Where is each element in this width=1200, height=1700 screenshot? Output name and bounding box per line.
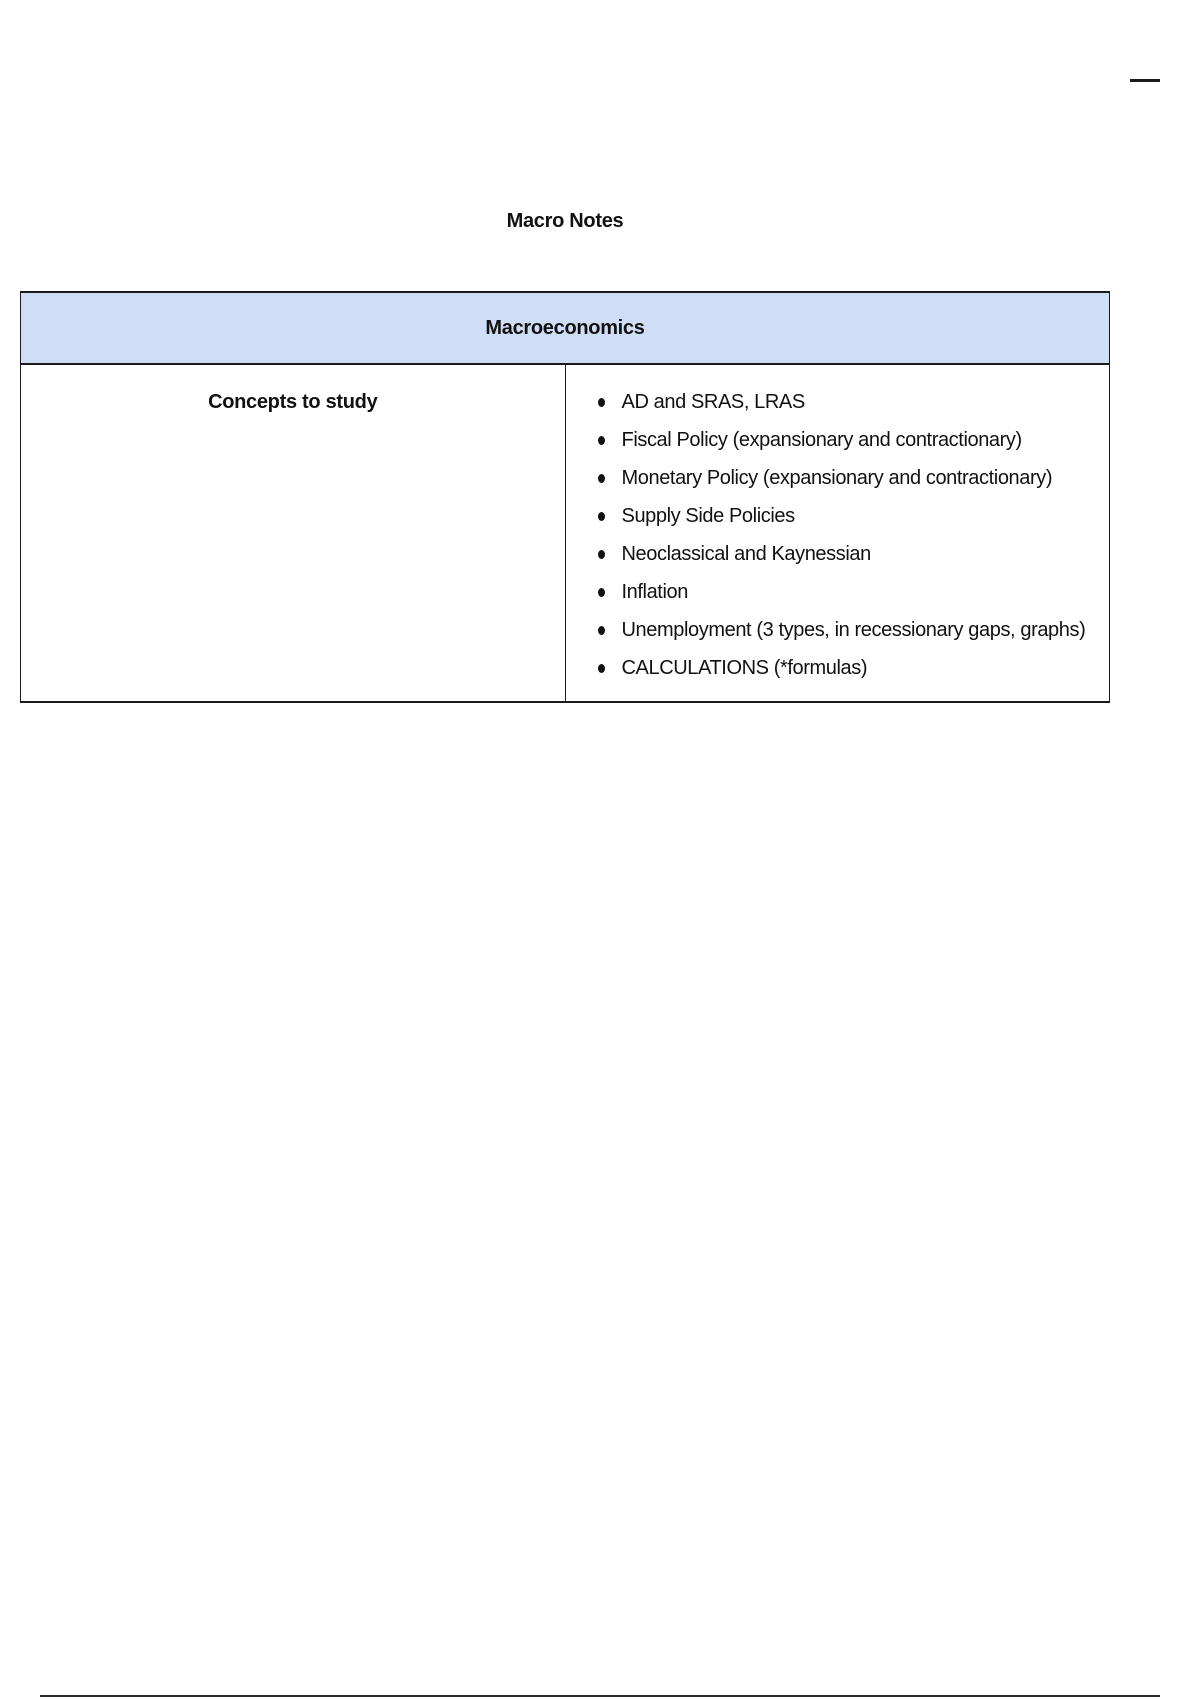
list-item <box>596 421 1110 459</box>
bullet-icon <box>598 588 605 597</box>
list-item-text: AD and SRAS, LRAS <box>621 391 805 413</box>
notes-table <box>20 291 1110 703</box>
row-label: Concepts to study <box>21 364 566 702</box>
list-item <box>596 573 1110 611</box>
page-corner-dash <box>1130 79 1160 82</box>
bullet-icon <box>598 436 605 445</box>
list-item-text: Inflation <box>621 581 688 603</box>
bullet-icon <box>598 664 605 673</box>
list-item-text: CALCULATIONS (*formulas) <box>621 657 868 679</box>
bullet-icon <box>598 474 605 483</box>
list-item <box>596 459 1110 497</box>
list-item-text: Monetary Policy (expansionary and contractionary) <box>621 467 1053 489</box>
page-title: Macro Notes <box>506 210 624 232</box>
table-header: Macroeconomics <box>21 292 1110 364</box>
list-item <box>596 611 1110 649</box>
bullet-icon <box>598 550 605 559</box>
page-bottom-rule <box>40 1695 1160 1697</box>
bullet-icon <box>598 512 605 521</box>
table-row <box>21 364 1110 702</box>
list-item <box>596 383 1110 421</box>
bullet-icon <box>598 626 605 635</box>
list-item-text: Unemployment (3 types, in recessionary gaps, graphs) <box>621 619 1086 641</box>
list-item <box>596 497 1110 535</box>
list-item-text: Supply Side Policies <box>621 505 795 527</box>
concepts-cell <box>565 364 1110 702</box>
table-header-row <box>21 292 1110 364</box>
list-item-text: Fiscal Policy (expansionary and contractionary) <box>621 429 1022 451</box>
list-item-text: Neoclassical and Kaynessian <box>621 543 871 565</box>
concept-list <box>566 383 1110 687</box>
list-item <box>596 649 1110 687</box>
list-item <box>596 535 1110 573</box>
bullet-icon <box>598 398 605 407</box>
